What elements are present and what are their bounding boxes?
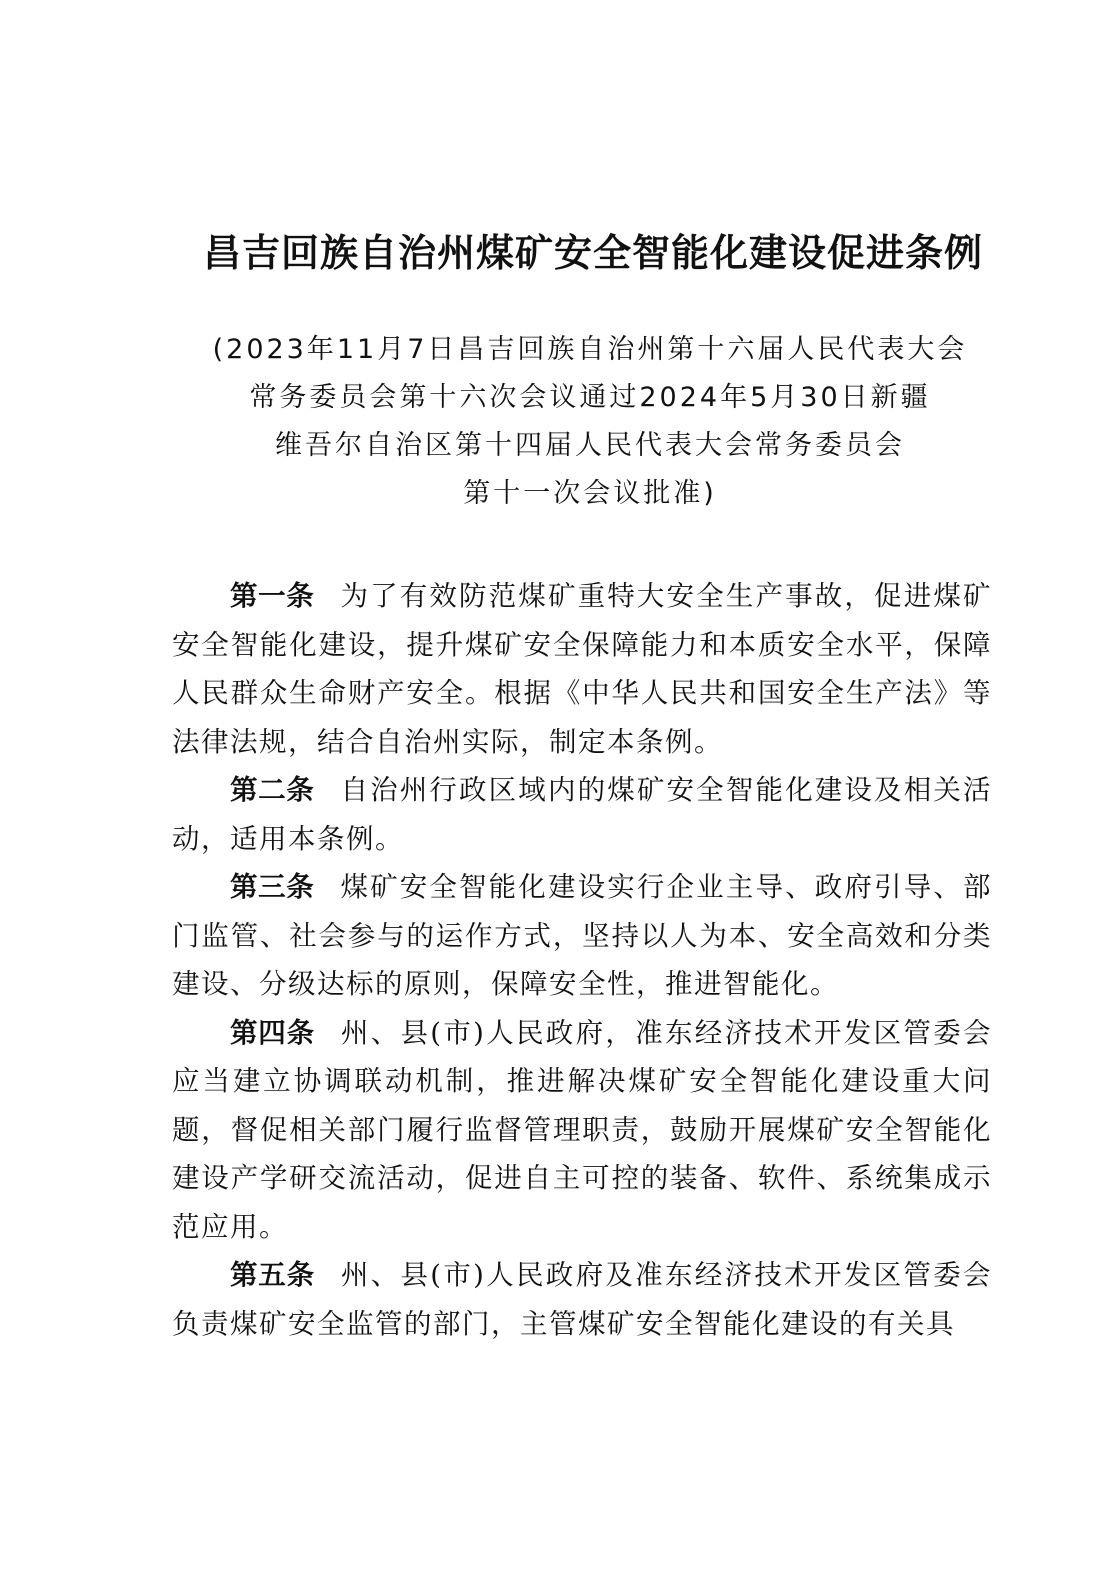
article-number: 第二条: [230, 774, 315, 806]
article-text: 州、县(市)人民政府，准东经济技术开发区管委会应当建立协调联动机制，推进解决煤矿安全智能化建设重大问题，督促相关部门履行监督管理职责，鼓励开展煤矿安全智能化建设产学研交流活动，促进自主可控的装备、软件、系统集成示范应用。: [172, 1016, 992, 1243]
article-number: 第四条: [230, 1016, 315, 1049]
article-number: 第五条: [230, 1259, 315, 1291]
article-number: 第三条: [230, 871, 315, 903]
article-4: [172, 1009, 992, 1252]
preamble: [150, 326, 1030, 518]
preamble-line: (2023年11月7日昌吉回族自治州第十六届人民代表大会: [212, 334, 968, 365]
article-text: 为了有效防范煤矿重特大安全生产事故，促进煤矿安全智能化建设，提升煤矿安全保障能力和本质安全水平，保障人民群众生命财产安全。根据《中华人民共和国安全生产法》等法律法规，结合自治州实际，制定本条例。: [172, 580, 992, 758]
preamble-line: 常务委员会第十六次会议通过2024年5月30日新疆: [249, 382, 931, 413]
article-5: [172, 1251, 992, 1348]
article-number: 第一条: [230, 580, 315, 612]
article-text: 州、县(市)人民政府及准东经济技术开发区管委会负责煤矿安全监管的部门，主管煤矿安全智能化建设的有关具: [172, 1259, 992, 1340]
article-1: [172, 572, 992, 766]
document-title: 昌吉回族自治州煤矿安全智能化建设促进条例: [202, 231, 983, 275]
article-text: 煤矿安全智能化建设实行企业主导、政府引导、部门监管、社会参与的运作方式，坚持以人为本、安全高效和分类建设、分级达标的原则，保障安全性，推进智能化。: [172, 871, 992, 1000]
article-2: [172, 766, 992, 863]
article-3: [172, 863, 992, 1009]
preamble-line: 维吾尔自治区第十四届人民代表大会常务委员会: [275, 430, 905, 461]
document-body: [172, 572, 992, 1348]
article-text: 自治州行政区域内的煤矿安全智能化建设及相关活动，适用本条例。: [172, 774, 992, 855]
preamble-line: 第十一次会议批准): [463, 478, 717, 509]
